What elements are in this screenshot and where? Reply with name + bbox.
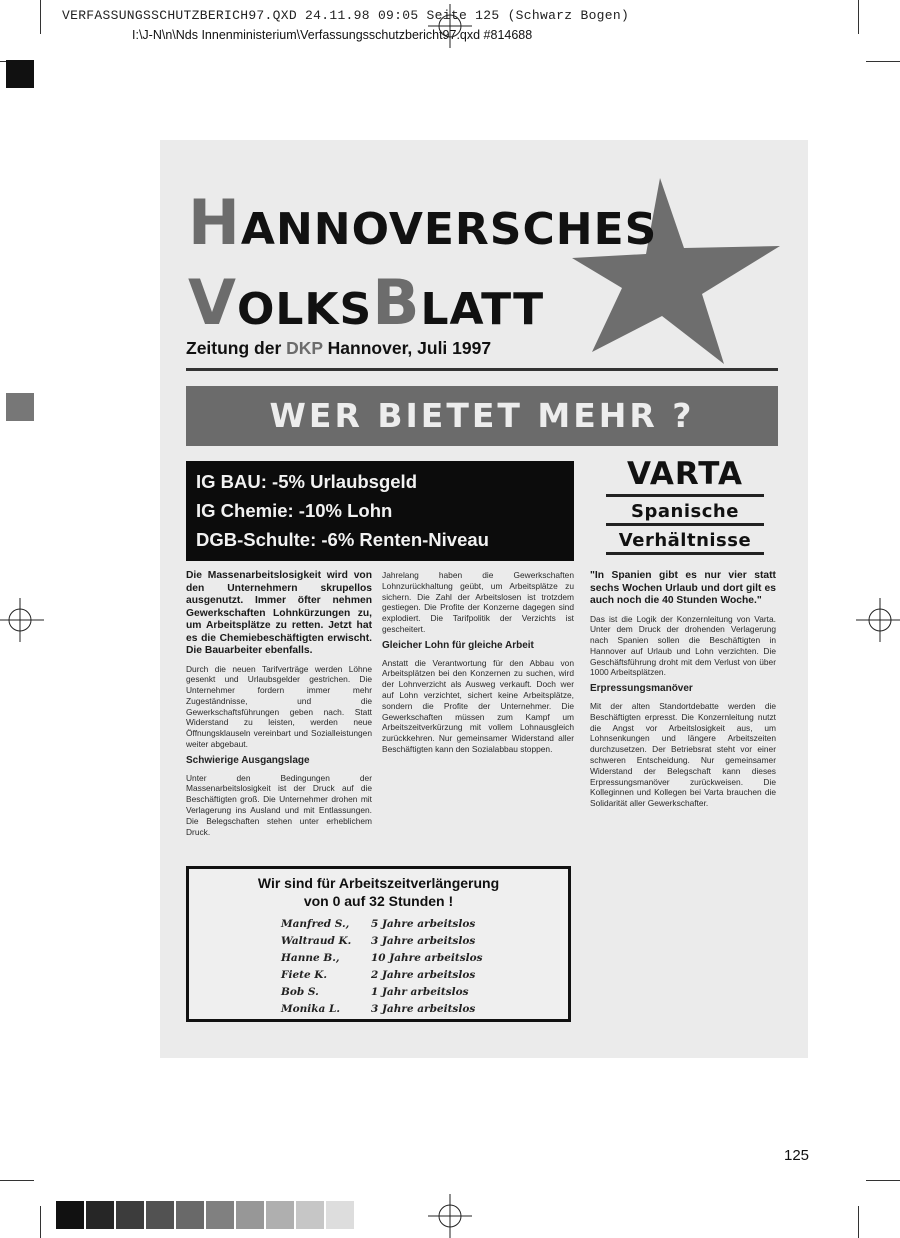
person-name: Hanne B., [281, 951, 340, 964]
gray-swatch [206, 1201, 234, 1229]
registration-mark-left-icon [0, 598, 44, 642]
person-name: Manfred S., [281, 917, 350, 930]
person-name: Bob S. [281, 985, 319, 998]
person-note: 3 Jahre arbeitslos [371, 934, 476, 947]
gray-swatch [116, 1201, 144, 1229]
headline-banner: WER BIETET MEHR ? [186, 386, 778, 446]
gray-swatch [296, 1201, 324, 1229]
column-paragraph: Das ist die Logik der Konzernleitung von Varta. Unter dem Druck der drohenden Verlagerung nach Spanien sollen die Beschäftigten in Hannover auf Urlaub und Lohn verzichten. Die Geschäftsführung droht mit dem Verlust von über 1000 Arbeitsplätzen. [590, 613, 776, 678]
person-note: 3 Jahre arbeitslos [371, 1002, 476, 1015]
printer-gray-square [6, 393, 34, 421]
list-item [281, 967, 483, 984]
gray-swatch [86, 1201, 114, 1229]
person-note: 2 Jahre arbeitslos [371, 968, 476, 981]
column-heading: Erpressungsmanöver [590, 683, 693, 695]
printer-black-square [6, 60, 34, 88]
masthead-cap-b: B [372, 266, 421, 339]
print-slug-line1: VERFASSUNGSSCHUTZBERICH97.QXD 24.11.98 09:05 Seite 125 (Schwarz Bogen) [62, 8, 630, 23]
varta-subtitle-1: Spanische [606, 501, 764, 526]
crop-mark [40, 0, 41, 34]
gray-swatch [146, 1201, 174, 1229]
list-item [281, 933, 483, 950]
gray-swatch [56, 1201, 84, 1229]
masthead-word2b: LATT [420, 284, 545, 335]
person-note: 1 Jahr arbeitslos [371, 985, 469, 998]
person-name: Fiete K. [281, 968, 328, 981]
crop-mark [858, 1206, 859, 1238]
masthead-cap-v: V [188, 266, 237, 339]
demand-line: IG BAU: -5% Urlaubsgeld [196, 471, 417, 492]
box-headline-1: Wir sind für Arbeitszeitverlängerung [257, 875, 500, 891]
gray-swatch [266, 1201, 294, 1229]
column-paragraph: Durch die neuen Tarifverträge werden Löhne gesenkt und Urlaubsgelder gestrichen. Die Unternehmer fordern immer mehr Zugeständnisse, und die Gewerkschaftsführungen geben nach. Statt Widerstand zu leisten, werden neue Öffnungsklauseln vereinbart und Sozialleistungen weiter abgebaut. [186, 663, 372, 750]
article-column-3 [590, 570, 776, 1010]
column-lead: Die Massenarbeitslosigkeit wird von den Unternehmern skrupellos ausgenutzt. Immer öfter nehmen Gewerkschaften Lohnkürzungen zu, um Arbeitsplätze zu retten. Jetzt hat es die Chemiebeschäftigten erwischt. Die Bauarbeiter ebenfalls. [186, 570, 372, 656]
list-item [281, 916, 483, 933]
crop-mark [40, 1206, 41, 1238]
subtitle-date: Hannover, Juli 1997 [327, 338, 492, 358]
person-name: Monika L. [281, 1002, 341, 1015]
column-heading: Schwierige Ausgangslage [186, 754, 310, 766]
article-column-2 [382, 570, 574, 860]
person-note: 10 Jahre arbeitslos [371, 951, 483, 964]
gray-swatch [236, 1201, 264, 1229]
unemployed-box [186, 866, 571, 1022]
crop-mark [866, 1180, 900, 1181]
box-headline-2: von 0 auf 32 Stunden ! [303, 893, 454, 909]
column-paragraph: Unter den Bedingungen der Massenarbeitslosigkeit ist der Druck auf die Beschäftigten groß. Die Unternehmer drohen mit Verlagerung ins Ausland und mit Entlassungen. Die Belegschaften stehen unter erheblichem Druck. [186, 772, 372, 837]
list-item [281, 1001, 483, 1018]
article-column-1 [186, 570, 372, 860]
unemployed-list [281, 916, 483, 1018]
registration-mark-top-icon [428, 4, 472, 48]
registration-mark-bottom-icon [428, 1194, 472, 1238]
page-number: 125 [784, 1147, 810, 1164]
list-item [281, 984, 483, 1001]
column-quote: "In Spanien gibt es nur vier statt sechs Wochen Urlaub und dort gilt es auch noch die 40 Stunden Woche." [590, 570, 776, 606]
person-note: 5 Jahre arbeitslos [371, 917, 476, 930]
gray-swatch [176, 1201, 204, 1229]
varta-title: VARTA [606, 456, 764, 497]
masthead-cap-h: H [188, 186, 241, 259]
masthead-word2a: OLKS [236, 284, 373, 335]
column-paragraph: Mit der alten Standortdebatte werden die Beschäftigten erpresst. Die Konzernleitung nutzt die Angst vor Arbeitslosigkeit aus, um Lohnsenkungen und längere Arbeitszeiten durchzusetzen. Der Betriebsrat steht vor einer schweren Entscheidung. Nur gemeinsamer Widerstand der Belegschaft kann dieses Erpressungsmanöver zurückweisen. Die Kolleginnen und Kollegen bei Varta brauchen die Solidarität aller Gewerkschafter. [590, 701, 776, 809]
masthead-line1 [188, 186, 657, 259]
header-rule [186, 368, 778, 371]
column-heading: Gleicher Lohn für gleiche Arbeit [382, 639, 534, 651]
crop-mark [858, 0, 859, 34]
masthead-word1: ANNOVERSCHES [240, 204, 658, 255]
demand-line: DGB-Schulte: -6% Renten-Niveau [196, 529, 489, 550]
gray-swatch [326, 1201, 354, 1229]
column-paragraph: Anstatt die Verantwortung für den Abbau von Arbeitsplätzen bei den Konzernen zu suchen, wird der Lohnverzicht als Ausweg verkauft. Doch wer auf Lohn verzichtet, sichert keine Arbeitsplätze, sondern die Profite der Unternehmer. Die Gewerkschaften müssen zum Kampf um Arbeitszeitverkürzung mit vollem Lohnausgleich zurückkehren. Nur gemeinsamer Widerstand aller Beschäftigten kann den Sozialabbau stoppen. [382, 657, 574, 754]
newspaper-subtitle [186, 338, 491, 359]
subtitle-party: DKP [286, 338, 323, 358]
print-slug-line2: I:\J-N\n\Nds Innenministerium\Verfassungsschutzbericht97.qxd #814688 [132, 28, 533, 42]
varta-subtitle-2: Verhältnisse [606, 530, 764, 555]
crop-mark [0, 1180, 34, 1181]
list-item [281, 950, 483, 967]
person-name: Waltraud K. [281, 934, 352, 947]
crop-mark [866, 61, 900, 62]
demands-box [186, 461, 574, 561]
subtitle-prefix: Zeitung der [186, 338, 282, 358]
column-paragraph: Jahrelang haben die Gewerkschaften Lohnzurückhaltung geübt, um Arbeitsplätze zu sichern. Die Zahl der Arbeitslosen ist trotzdem gestiegen. Die Profite der Konzerne dagegen sind explodiert. Die Tarifpolitik der Verzichts ist gescheitert. [382, 570, 574, 634]
masthead-line2 [188, 266, 544, 339]
demand-line: IG Chemie: -10% Lohn [196, 500, 393, 521]
varta-headline [606, 456, 764, 555]
registration-mark-right-icon [856, 598, 900, 642]
